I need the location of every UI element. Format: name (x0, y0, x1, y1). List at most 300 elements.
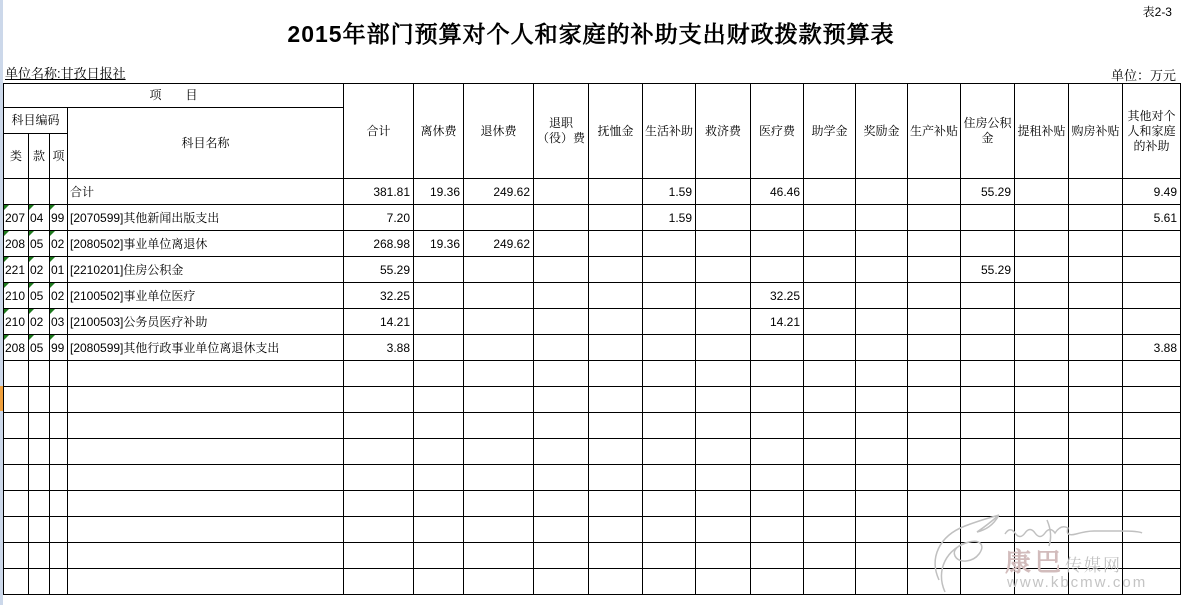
value-cell[interactable] (961, 491, 1015, 517)
value-cell[interactable] (464, 361, 534, 387)
value-cell[interactable] (961, 205, 1015, 231)
value-cell[interactable] (751, 465, 804, 491)
value-cell[interactable] (908, 543, 961, 569)
value-cell[interactable] (1069, 179, 1123, 205)
subject-name-cell[interactable]: [2080502]事业单位离退休 (68, 231, 344, 257)
code-section-cell[interactable]: 05 (29, 231, 50, 257)
value-cell[interactable] (1123, 361, 1181, 387)
value-cell[interactable] (344, 387, 414, 413)
value-cell[interactable] (1015, 309, 1069, 335)
code-item-cell[interactable]: 02 (50, 283, 68, 309)
value-cell[interactable] (1123, 283, 1181, 309)
value-cell[interactable] (751, 335, 804, 361)
value-cell[interactable] (696, 257, 751, 283)
value-cell[interactable] (1015, 335, 1069, 361)
value-cell[interactable]: 14.21 (344, 309, 414, 335)
value-cell[interactable] (856, 283, 908, 309)
value-cell[interactable] (804, 517, 856, 543)
value-cell[interactable] (643, 335, 696, 361)
code-item-cell[interactable] (50, 517, 68, 543)
value-cell[interactable] (534, 543, 589, 569)
subject-name-cell[interactable] (68, 387, 344, 413)
value-cell[interactable] (589, 257, 643, 283)
header-col-class[interactable]: 类 (4, 134, 29, 179)
value-cell[interactable] (464, 491, 534, 517)
value-cell[interactable] (804, 179, 856, 205)
code-class-cell[interactable]: 208 (4, 231, 29, 257)
column-header[interactable]: 医疗费 (751, 84, 804, 179)
value-cell[interactable] (804, 439, 856, 465)
column-header[interactable]: 离休费 (414, 84, 464, 179)
value-cell[interactable] (751, 413, 804, 439)
value-cell[interactable] (464, 517, 534, 543)
code-item-cell[interactable] (50, 465, 68, 491)
subject-name-cell[interactable]: [2080599]其他行政事业单位离退休支出 (68, 335, 344, 361)
value-cell[interactable] (804, 569, 856, 595)
value-cell[interactable] (804, 387, 856, 413)
value-cell[interactable] (464, 387, 534, 413)
code-section-cell[interactable] (29, 179, 50, 205)
column-header[interactable]: 购房补贴 (1069, 84, 1123, 179)
column-header[interactable]: 奖励金 (856, 84, 908, 179)
value-cell[interactable] (696, 413, 751, 439)
code-section-cell[interactable]: 02 (29, 257, 50, 283)
code-item-cell[interactable] (50, 491, 68, 517)
column-header[interactable]: 退职（役）费 (534, 84, 589, 179)
value-cell[interactable] (961, 231, 1015, 257)
value-cell[interactable] (589, 361, 643, 387)
column-header[interactable]: 生产补贴 (908, 84, 961, 179)
code-item-cell[interactable]: 03 (50, 309, 68, 335)
value-cell[interactable]: 19.36 (414, 179, 464, 205)
code-class-cell[interactable] (4, 361, 29, 387)
value-cell[interactable] (344, 413, 414, 439)
value-cell[interactable] (908, 309, 961, 335)
value-cell[interactable] (534, 491, 589, 517)
value-cell[interactable] (589, 231, 643, 257)
value-cell[interactable] (908, 413, 961, 439)
value-cell[interactable] (1069, 517, 1123, 543)
value-cell[interactable] (856, 569, 908, 595)
value-cell[interactable]: 1.59 (643, 179, 696, 205)
value-cell[interactable] (856, 465, 908, 491)
value-cell[interactable] (961, 361, 1015, 387)
column-header[interactable]: 退休费 (464, 84, 534, 179)
column-header[interactable]: 生活补助 (643, 84, 696, 179)
value-cell[interactable] (696, 387, 751, 413)
value-cell[interactable] (696, 491, 751, 517)
value-cell[interactable] (414, 491, 464, 517)
code-class-cell[interactable] (4, 517, 29, 543)
value-cell[interactable] (589, 543, 643, 569)
value-cell[interactable] (1069, 387, 1123, 413)
value-cell[interactable] (804, 205, 856, 231)
value-cell[interactable] (908, 569, 961, 595)
code-section-cell[interactable] (29, 439, 50, 465)
value-cell[interactable] (1015, 413, 1069, 439)
code-class-cell[interactable]: 208 (4, 335, 29, 361)
value-cell[interactable] (908, 283, 961, 309)
subject-name-cell[interactable]: [2100502]事业单位医疗 (68, 283, 344, 309)
value-cell[interactable] (1069, 283, 1123, 309)
value-cell[interactable]: 14.21 (751, 309, 804, 335)
subject-name-cell[interactable] (68, 517, 344, 543)
code-section-cell[interactable]: 05 (29, 335, 50, 361)
value-cell[interactable] (1015, 465, 1069, 491)
subject-name-cell[interactable] (68, 439, 344, 465)
value-cell[interactable] (961, 439, 1015, 465)
value-cell[interactable] (464, 283, 534, 309)
value-cell[interactable] (908, 205, 961, 231)
value-cell[interactable] (414, 543, 464, 569)
value-cell[interactable] (908, 465, 961, 491)
value-cell[interactable] (961, 517, 1015, 543)
value-cell[interactable] (414, 205, 464, 231)
value-cell[interactable] (414, 283, 464, 309)
value-cell[interactable] (643, 569, 696, 595)
value-cell[interactable] (804, 413, 856, 439)
value-cell[interactable] (1015, 257, 1069, 283)
value-cell[interactable] (908, 517, 961, 543)
value-cell[interactable] (804, 257, 856, 283)
value-cell[interactable] (1015, 517, 1069, 543)
value-cell[interactable] (1069, 361, 1123, 387)
value-cell[interactable] (643, 543, 696, 569)
value-cell[interactable] (589, 465, 643, 491)
value-cell[interactable] (464, 413, 534, 439)
value-cell[interactable] (696, 309, 751, 335)
value-cell[interactable] (1015, 231, 1069, 257)
subject-name-cell[interactable]: 合计 (68, 179, 344, 205)
value-cell[interactable] (534, 231, 589, 257)
code-item-cell[interactable] (50, 569, 68, 595)
value-cell[interactable] (804, 335, 856, 361)
value-cell[interactable]: 268.98 (344, 231, 414, 257)
value-cell[interactable] (751, 257, 804, 283)
value-cell[interactable]: 7.20 (344, 205, 414, 231)
code-section-cell[interactable] (29, 413, 50, 439)
code-section-cell[interactable] (29, 465, 50, 491)
code-class-cell[interactable]: 210 (4, 283, 29, 309)
value-cell[interactable] (344, 439, 414, 465)
value-cell[interactable] (414, 413, 464, 439)
value-cell[interactable] (751, 439, 804, 465)
value-cell[interactable] (961, 413, 1015, 439)
code-item-cell[interactable]: 99 (50, 205, 68, 231)
code-section-cell[interactable] (29, 517, 50, 543)
value-cell[interactable] (643, 257, 696, 283)
value-cell[interactable] (856, 231, 908, 257)
value-cell[interactable] (534, 361, 589, 387)
value-cell[interactable] (589, 309, 643, 335)
code-section-cell[interactable]: 04 (29, 205, 50, 231)
value-cell[interactable] (804, 491, 856, 517)
value-cell[interactable] (856, 309, 908, 335)
subject-name-cell[interactable] (68, 543, 344, 569)
value-cell[interactable] (804, 231, 856, 257)
code-section-cell[interactable] (29, 569, 50, 595)
code-class-cell[interactable] (4, 179, 29, 205)
value-cell[interactable] (414, 569, 464, 595)
value-cell[interactable] (908, 179, 961, 205)
value-cell[interactable] (961, 569, 1015, 595)
value-cell[interactable] (534, 569, 589, 595)
value-cell[interactable]: 3.88 (344, 335, 414, 361)
value-cell[interactable] (1069, 413, 1123, 439)
value-cell[interactable] (414, 335, 464, 361)
value-cell[interactable] (1123, 387, 1181, 413)
value-cell[interactable] (1069, 569, 1123, 595)
code-class-cell[interactable]: 221 (4, 257, 29, 283)
value-cell[interactable] (804, 361, 856, 387)
value-cell[interactable] (643, 413, 696, 439)
value-cell[interactable] (696, 283, 751, 309)
code-section-cell[interactable] (29, 387, 50, 413)
value-cell[interactable] (961, 387, 1015, 413)
value-cell[interactable] (751, 491, 804, 517)
value-cell[interactable] (643, 283, 696, 309)
value-cell[interactable] (344, 491, 414, 517)
code-section-cell[interactable] (29, 543, 50, 569)
code-class-cell[interactable] (4, 465, 29, 491)
value-cell[interactable] (643, 309, 696, 335)
value-cell[interactable] (751, 231, 804, 257)
value-cell[interactable] (908, 491, 961, 517)
value-cell[interactable] (534, 179, 589, 205)
value-cell[interactable]: 1.59 (643, 205, 696, 231)
value-cell[interactable] (908, 387, 961, 413)
column-header[interactable]: 住房公积金 (961, 84, 1015, 179)
value-cell[interactable] (344, 465, 414, 491)
value-cell[interactable] (414, 439, 464, 465)
code-item-cell[interactable] (50, 361, 68, 387)
code-section-cell[interactable]: 05 (29, 283, 50, 309)
column-header[interactable]: 救济费 (696, 84, 751, 179)
value-cell[interactable] (1015, 439, 1069, 465)
code-item-cell[interactable] (50, 543, 68, 569)
value-cell[interactable] (1015, 361, 1069, 387)
value-cell[interactable] (856, 387, 908, 413)
value-cell[interactable] (1069, 309, 1123, 335)
value-cell[interactable] (961, 543, 1015, 569)
value-cell[interactable] (908, 335, 961, 361)
value-cell[interactable]: 9.49 (1123, 179, 1181, 205)
value-cell[interactable] (1123, 517, 1181, 543)
code-item-cell[interactable] (50, 439, 68, 465)
code-section-cell[interactable]: 02 (29, 309, 50, 335)
value-cell[interactable] (414, 387, 464, 413)
column-header[interactable]: 提租补贴 (1015, 84, 1069, 179)
subject-name-cell[interactable]: [2100503]公务员医疗补助 (68, 309, 344, 335)
value-cell[interactable] (908, 231, 961, 257)
code-class-cell[interactable] (4, 439, 29, 465)
subject-name-cell[interactable] (68, 413, 344, 439)
header-col-item[interactable]: 项 (50, 134, 68, 179)
value-cell[interactable] (534, 465, 589, 491)
header-subject-name[interactable]: 科目名称 (68, 108, 344, 179)
code-item-cell[interactable] (50, 387, 68, 413)
value-cell[interactable]: 32.25 (751, 283, 804, 309)
value-cell[interactable] (534, 205, 589, 231)
subject-name-cell[interactable] (68, 491, 344, 517)
value-cell[interactable] (344, 361, 414, 387)
value-cell[interactable] (696, 231, 751, 257)
value-cell[interactable]: 46.46 (751, 179, 804, 205)
value-cell[interactable]: 55.29 (344, 257, 414, 283)
value-cell[interactable] (1123, 569, 1181, 595)
value-cell[interactable] (696, 569, 751, 595)
value-cell[interactable] (643, 491, 696, 517)
value-cell[interactable] (696, 179, 751, 205)
value-cell[interactable] (534, 335, 589, 361)
code-item-cell[interactable]: 01 (50, 257, 68, 283)
value-cell[interactable] (589, 413, 643, 439)
value-cell[interactable]: 32.25 (344, 283, 414, 309)
value-cell[interactable] (1069, 491, 1123, 517)
value-cell[interactable] (414, 257, 464, 283)
value-cell[interactable] (856, 335, 908, 361)
value-cell[interactable] (856, 413, 908, 439)
value-cell[interactable] (534, 439, 589, 465)
value-cell[interactable] (696, 517, 751, 543)
value-cell[interactable]: 55.29 (961, 179, 1015, 205)
value-cell[interactable] (696, 361, 751, 387)
value-cell[interactable] (856, 361, 908, 387)
value-cell[interactable] (344, 569, 414, 595)
value-cell[interactable] (464, 205, 534, 231)
value-cell[interactable] (1015, 205, 1069, 231)
value-cell[interactable] (856, 179, 908, 205)
value-cell[interactable] (961, 335, 1015, 361)
value-cell[interactable] (589, 387, 643, 413)
value-cell[interactable] (751, 387, 804, 413)
code-class-cell[interactable] (4, 387, 29, 413)
value-cell[interactable] (804, 543, 856, 569)
column-header[interactable]: 合计 (344, 84, 414, 179)
value-cell[interactable] (1123, 231, 1181, 257)
value-cell[interactable] (696, 465, 751, 491)
header-col-section[interactable]: 款 (29, 134, 50, 179)
value-cell[interactable] (1123, 543, 1181, 569)
code-class-cell[interactable] (4, 543, 29, 569)
value-cell[interactable] (534, 309, 589, 335)
value-cell[interactable] (589, 517, 643, 543)
value-cell[interactable] (696, 335, 751, 361)
value-cell[interactable] (414, 361, 464, 387)
value-cell[interactable] (1069, 257, 1123, 283)
code-class-cell[interactable]: 210 (4, 309, 29, 335)
code-class-cell[interactable] (4, 491, 29, 517)
code-class-cell[interactable] (4, 413, 29, 439)
value-cell[interactable] (534, 283, 589, 309)
value-cell[interactable] (589, 439, 643, 465)
code-item-cell[interactable] (50, 179, 68, 205)
value-cell[interactable] (643, 439, 696, 465)
value-cell[interactable] (1123, 309, 1181, 335)
value-cell[interactable] (464, 335, 534, 361)
value-cell[interactable] (856, 491, 908, 517)
value-cell[interactable] (804, 283, 856, 309)
value-cell[interactable] (1123, 413, 1181, 439)
value-cell[interactable] (804, 465, 856, 491)
value-cell[interactable] (534, 257, 589, 283)
code-class-cell[interactable]: 207 (4, 205, 29, 231)
value-cell[interactable] (696, 439, 751, 465)
value-cell[interactable] (1015, 569, 1069, 595)
value-cell[interactable] (804, 309, 856, 335)
column-header[interactable]: 抚恤金 (589, 84, 643, 179)
value-cell[interactable] (856, 439, 908, 465)
value-cell[interactable] (589, 335, 643, 361)
value-cell[interactable]: 19.36 (414, 231, 464, 257)
value-cell[interactable] (414, 309, 464, 335)
value-cell[interactable] (1123, 257, 1181, 283)
value-cell[interactable] (1069, 231, 1123, 257)
value-cell[interactable] (961, 283, 1015, 309)
value-cell[interactable]: 3.88 (1123, 335, 1181, 361)
value-cell[interactable] (961, 309, 1015, 335)
value-cell[interactable] (751, 569, 804, 595)
value-cell[interactable] (643, 231, 696, 257)
value-cell[interactable] (1123, 439, 1181, 465)
value-cell[interactable] (1015, 543, 1069, 569)
value-cell[interactable] (643, 361, 696, 387)
value-cell[interactable] (344, 543, 414, 569)
value-cell[interactable] (534, 517, 589, 543)
value-cell[interactable] (464, 465, 534, 491)
value-cell[interactable] (643, 465, 696, 491)
subject-name-cell[interactable] (68, 465, 344, 491)
value-cell[interactable] (751, 543, 804, 569)
value-cell[interactable]: 381.81 (344, 179, 414, 205)
value-cell[interactable] (1123, 465, 1181, 491)
value-cell[interactable] (856, 517, 908, 543)
code-item-cell[interactable]: 99 (50, 335, 68, 361)
header-subject-code[interactable]: 科目编码 (4, 108, 68, 134)
value-cell[interactable] (1069, 335, 1123, 361)
value-cell[interactable] (1015, 283, 1069, 309)
column-header[interactable]: 助学金 (804, 84, 856, 179)
header-project[interactable]: 项 目 (4, 84, 344, 108)
value-cell[interactable] (1069, 543, 1123, 569)
value-cell[interactable] (464, 569, 534, 595)
value-cell[interactable] (414, 465, 464, 491)
value-cell[interactable] (643, 517, 696, 543)
code-item-cell[interactable] (50, 413, 68, 439)
value-cell[interactable] (1069, 205, 1123, 231)
value-cell[interactable] (464, 543, 534, 569)
code-class-cell[interactable] (4, 569, 29, 595)
value-cell[interactable] (1123, 491, 1181, 517)
value-cell[interactable] (589, 205, 643, 231)
value-cell[interactable] (908, 361, 961, 387)
subject-name-cell[interactable] (68, 361, 344, 387)
column-header[interactable]: 其他对个人和家庭的补助 (1123, 84, 1181, 179)
value-cell[interactable]: 5.61 (1123, 205, 1181, 231)
value-cell[interactable] (1015, 387, 1069, 413)
value-cell[interactable] (643, 387, 696, 413)
value-cell[interactable] (751, 361, 804, 387)
value-cell[interactable] (908, 439, 961, 465)
value-cell[interactable] (751, 517, 804, 543)
value-cell[interactable] (696, 543, 751, 569)
value-cell[interactable] (1069, 439, 1123, 465)
value-cell[interactable] (344, 517, 414, 543)
value-cell[interactable] (1015, 491, 1069, 517)
value-cell[interactable]: 249.62 (464, 179, 534, 205)
value-cell[interactable] (589, 569, 643, 595)
code-item-cell[interactable]: 02 (50, 231, 68, 257)
